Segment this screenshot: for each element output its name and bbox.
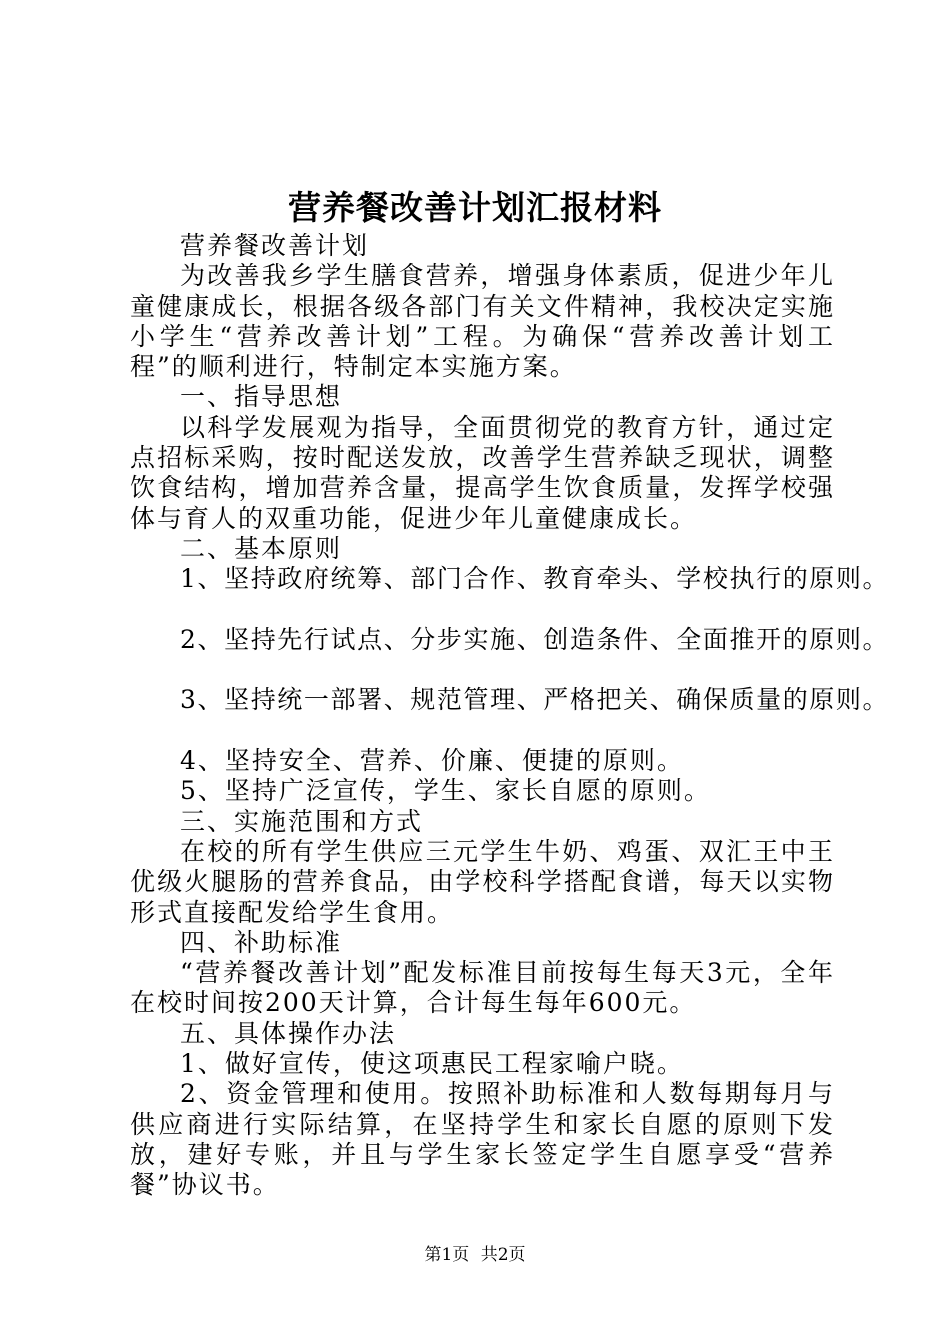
principle-item-4: 4、坚持安全、营养、价廉、便捷的原则。 <box>180 746 684 776</box>
principle-item-5: 5、坚持广泛宣传，学生、家长自愿的原则。 <box>180 776 711 806</box>
document-body <box>130 231 890 1201</box>
paragraph-intro: 为改善我乡学生膳食营养，增强身体素质，促进少年儿童健康成长，根据各级各部门有关文件精神，我校决定实施小学生“营养改善计划”工程。为确保“营养改善计划工程”的顺利进行，特制定本实施方案。 <box>130 261 835 382</box>
paragraph-guiding-thought: 以科学发展观为指导，全面贯彻党的教育方针，通过定点招标采购，按时配送发放，改善学生营养缺乏现状，调整饮食结构，增加营养含量，提高学生饮食质量，发挥学校强体与育人的双重功能，促进少年儿童健康成长。 <box>130 412 835 533</box>
operation-item-2: 2、资金管理和使用。按照补助标准和人数每期每月与供应商进行实际结算，在坚持学生和家长自愿的原则下发放，建好专账，并且与学生家长签定学生自愿享受“营养餐”协议书。 <box>130 1079 835 1200</box>
section-heading-2: 二、基本原则 <box>180 533 343 563</box>
paragraph-subsidy: “营养餐改善计划”配发标准目前按每生每天3元，全年在校时间按200天计算，合计每生每年600元。 <box>130 958 835 1018</box>
section-heading-4: 四、补助标准 <box>180 927 343 957</box>
section-heading-1: 一、指导思想 <box>180 382 343 412</box>
document-title: 营养餐改善计划汇报材料 <box>288 188 662 227</box>
section-heading-3: 三、实施范围和方式 <box>180 806 424 836</box>
page-number-current: 第1页 <box>424 1245 470 1265</box>
page-footer <box>0 1243 950 1267</box>
paragraph-scope: 在校的所有学生供应三元学生牛奶、鸡蛋、双汇王中王优级火腿肠的营养食品，由学校科学搭配食谱，每天以实物形式直接配发给学生食用。 <box>130 836 835 927</box>
principle-item-2: 2、坚持先行试点、分步实施、创造条件、全面推开的原则。 <box>180 624 890 654</box>
section-heading-5: 五、具体操作办法 <box>180 1018 397 1048</box>
principle-item-1: 1、坚持政府统筹、部门合作、教育牵头、学校执行的原则。 <box>180 564 890 594</box>
page-number-total: 共2页 <box>480 1245 526 1265</box>
principle-item-3: 3、坚持统一部署、规范管理、严格把关、确保质量的原则。 <box>180 685 890 715</box>
operation-item-1: 1、做好宣传，使这项惠民工程家喻户晓。 <box>180 1049 684 1079</box>
paragraph-subtitle: 营养餐改善计划 <box>180 231 370 260</box>
